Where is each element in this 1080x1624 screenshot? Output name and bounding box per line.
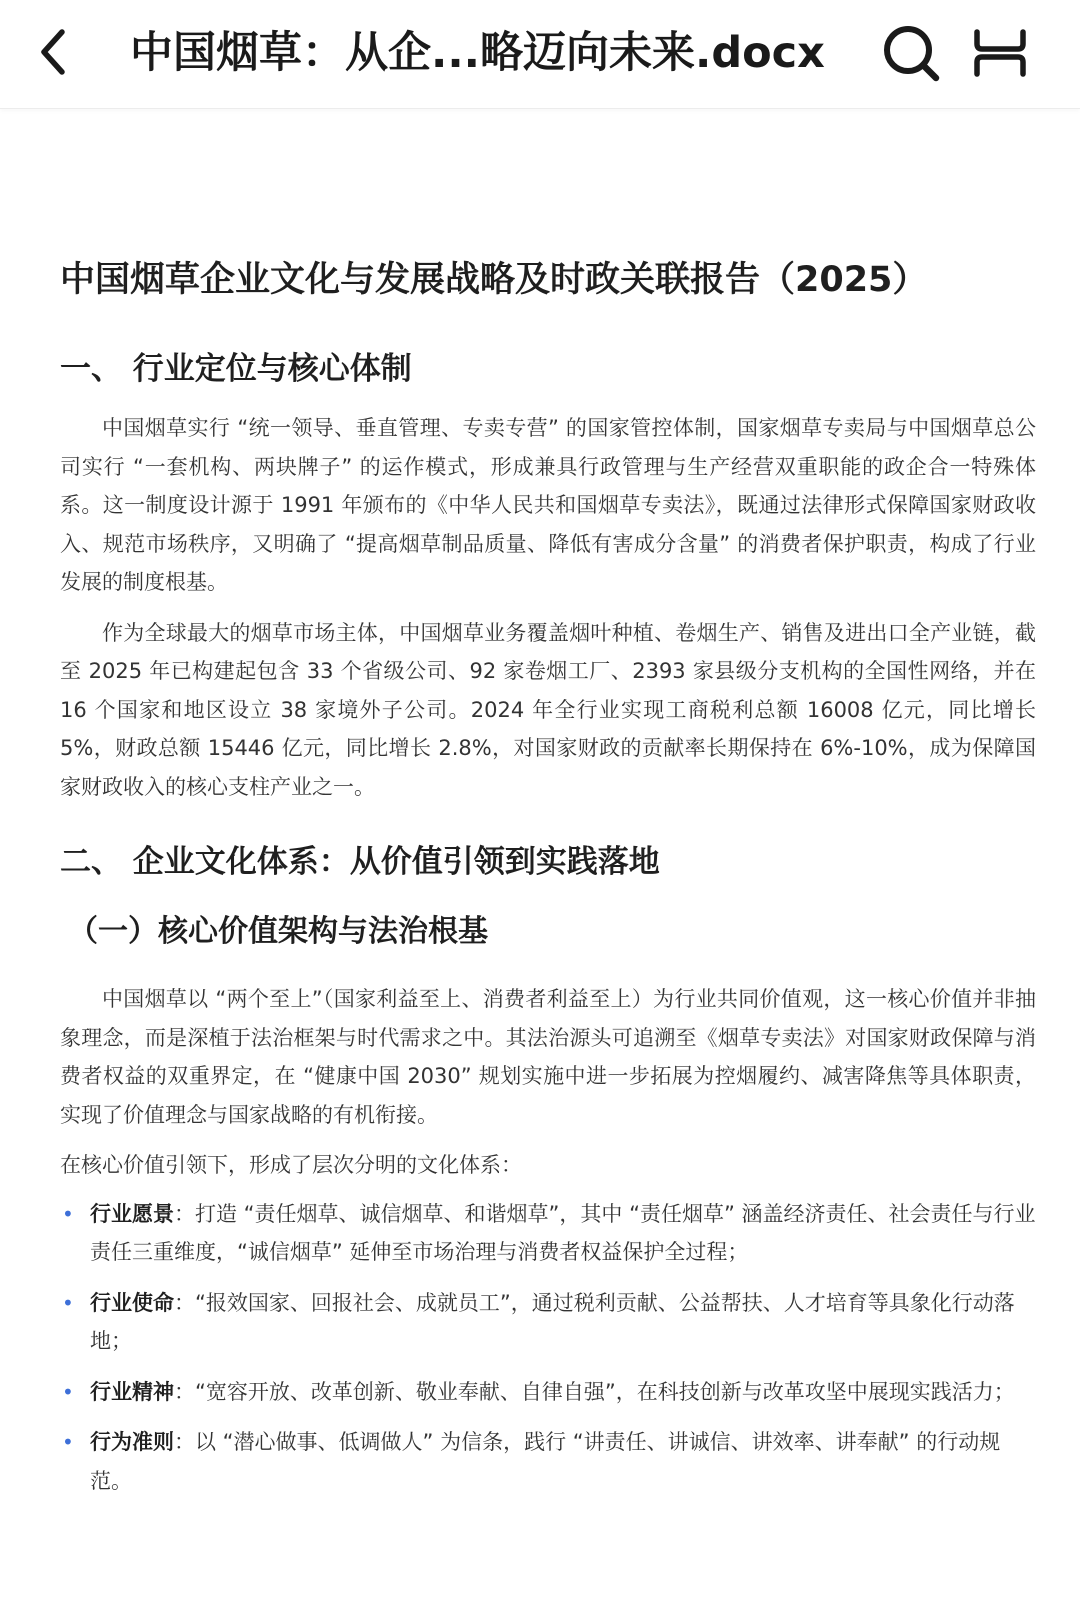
list-item-text: ：“报效国家、回报社会、成就员工”，通过税利贡献、公益帮扶、人才培育等具象化行动落地； <box>90 1290 1015 1353</box>
bullet-icon: • <box>62 1201 74 1226</box>
paragraph: 中国烟草以 “两个至上”（国家利益至上、消费者利益至上）为行业共同价值观，这一核心价值并非抽象理念，而是深植于法治框架与时代需求之中。其法治源头可追溯至《烟草专卖法》对国家财政保障与消费者权益的双重界定，在 “健康中国 2030” 规划实施中进一步拓展为控烟履约、减害降焦等具体职责，实现了价值理念与国家战略的有机衔接。 <box>60 987 1036 1127</box>
chevron-left-icon <box>28 22 88 82</box>
section-1-heading: 一、 行业定位与核心体制 <box>60 351 412 387</box>
list-item-text: ：以 “潜心做事、低调做人” 为信条，践行 “讲责任、讲诚信、讲效率、讲奉献” 的行动规范。 <box>90 1430 1001 1493</box>
document-file-title: 中国烟草：从企...略迈向未来.docx <box>130 28 825 78</box>
bullet-icon: • <box>62 1430 74 1454</box>
list-item-term: 行业使命 <box>90 1290 174 1315</box>
list-item-term: 行业精神 <box>90 1379 174 1404</box>
list-item <box>60 1423 1036 1500</box>
document-heading: 中国烟草企业文化与发展战略及时政关联报告（2025） <box>60 260 928 300</box>
paragraph: 作为全球最大的烟草市场主体，中国烟草业务覆盖烟叶种植、卷烟生产、销售及进出口全产业链，截至 2025 年已构建起包含 33 个省级公司、92 家卷烟工厂、2393 家县级分支机构的全国性网络，并在 16 个国家和地区设立 38 家境外子公司。2024 年全行业实现工商税利总额 16008 亿元，同比增长 5%，财政总额 15446 亿元，同比增长 2.8%，对国家财政的贡献率长期保持在 6%-10%，成为保障国家财政收入的核心支柱产业之一。 <box>60 620 1036 799</box>
menu-icon <box>970 24 1030 82</box>
list-item-term: 行业愿景 <box>90 1201 174 1226</box>
bullet-icon: • <box>62 1290 74 1315</box>
search-icon <box>880 22 942 84</box>
document-body <box>60 255 1036 1512</box>
section-2-heading: 二、 企业文化体系：从价值引领到实践落地 <box>60 844 660 880</box>
list-item <box>60 1373 1036 1412</box>
list-item-text: ：“宽容开放、改革创新、敬业奉献、自律自强”，在科技创新与改革攻坚中展现实践活力； <box>174 1379 1015 1404</box>
list-item-term: 行为准则 <box>90 1430 174 1454</box>
list-item-text: ：打造 “责任烟草、诚信烟草、和谐烟草”，其中 “责任烟草” 涵盖经济责任、社会责任与行业责任三重维度，“诚信烟草” 延伸至市场治理与消费者权益保护全过程； <box>90 1201 1036 1264</box>
list-item <box>60 1195 1036 1272</box>
list-item <box>60 1284 1036 1361</box>
culture-list <box>60 1195 1036 1501</box>
search-button[interactable] <box>880 22 942 84</box>
bullet-icon: • <box>62 1379 74 1404</box>
subsection-heading: （一）核心价值架构与法治根基 <box>68 914 488 949</box>
top-app-bar <box>0 0 1080 109</box>
menu-button[interactable] <box>970 24 1030 82</box>
back-button[interactable] <box>28 22 88 82</box>
list-intro: 在核心价值引领下，形成了层次分明的文化体系： <box>60 1153 522 1177</box>
paragraph: 中国烟草实行 “统一领导、垂直管理、专卖专营” 的国家管控体制，国家烟草专卖局与中国烟草总公司实行 “一套机构、两块牌子” 的运作模式，形成兼具行政管理与生产经营双重职能的政企合一特殊体系。这一制度设计源于 1991 年颁布的《中华人民共和国烟草专卖法》，既通过法律形式保障国家财政收入、规范市场秩序，又明确了 “提高烟草制品质量、降低有害成分含量” 的消费者保护职责，构成了行业发展的制度根基。 <box>60 416 1036 594</box>
